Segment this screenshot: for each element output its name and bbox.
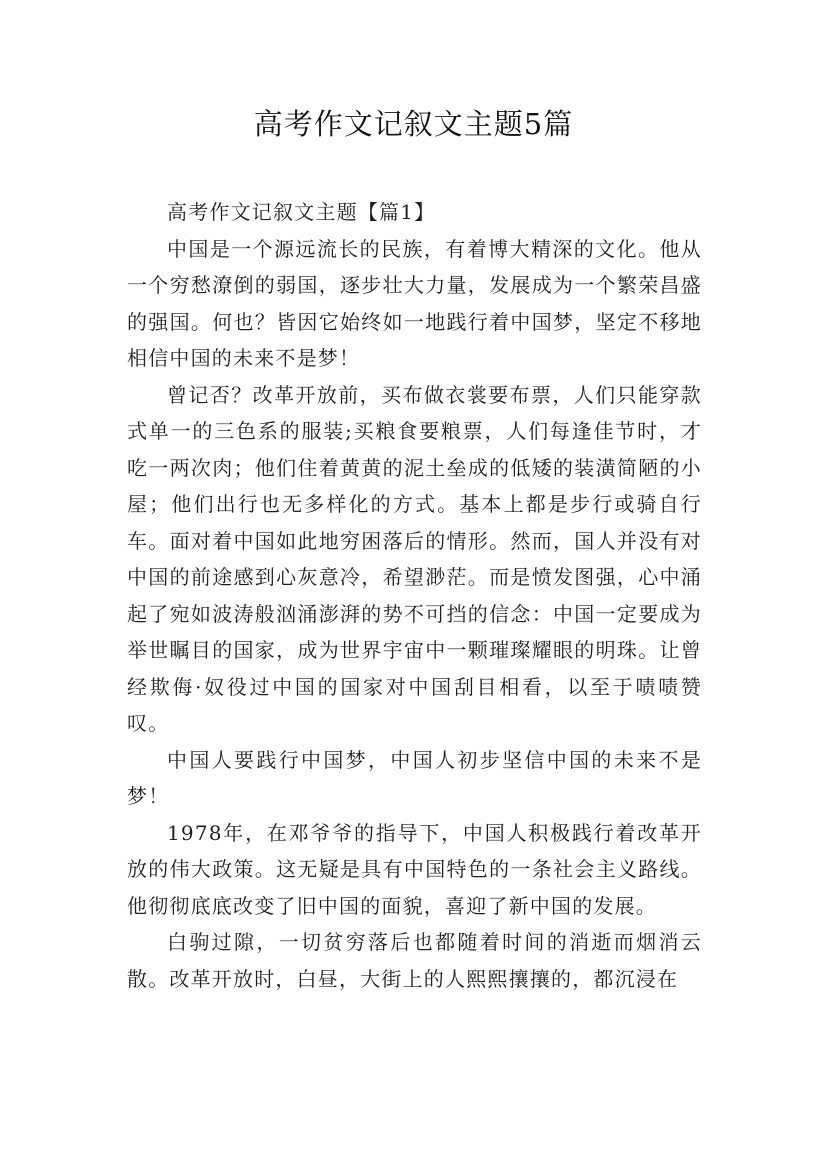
document-title: 高考作文记叙文主题5篇	[253, 107, 574, 141]
document-body	[127, 194, 702, 997]
paragraph: 白驹过隙，一切贫穷落后也都随着时间的消逝而烟消云散。改革开放时，白昼，大街上的人熙熙攘攘的，都沉浸在	[127, 930, 702, 991]
paragraph: 曾记否？改革开放前，买布做衣裳要布票，人们只能穿款式单一的三色系的服装;买粮食要粮票，人们每逢佳节时，才吃一两次肉；他们住着黄黄的泥土垒成的低矮的装潢简陋的小屋；他们出行也无多样化的方式。基本上都是步行或骑自行车。面对着中国如此地穷困落后的情形。然而，国人并没有对中国的前途感到心灰意冷，希望渺茫。而是愤发图强，心中涌起了宛如波涛般汹涌澎湃的势不可挡的信念：中国一定要成为举世瞩目的国家，成为世界宇宙中一颗璀璨耀眼的明珠。让曾经欺侮·奴役过中国的国家对中国刮目相看，以至于啧啧赞叹。	[127, 382, 702, 735]
paragraph: 1978年，在邓爷爷的指导下，中国人积极践行着改革开放的伟大政策。这无疑是具有中国特色的一条社会主义路线。他彻彻底底改变了旧中国的面貌，喜迎了新中国的发展。	[127, 820, 702, 918]
paragraph: 中国是一个源远流长的民族，有着博大精深的文化。他从一个穷愁潦倒的弱国，逐步壮大力量，发展成为一个繁荣昌盛的强国。何也？皆因它始终如一地践行着中国梦，坚定不移地相信中国的未来不是梦！	[127, 236, 702, 370]
paragraph: 中国人要践行中国梦，中国人初步坚信中国的未来不是梦！	[127, 747, 702, 808]
section-heading: 高考作文记叙文主题【篇1】	[167, 200, 436, 224]
